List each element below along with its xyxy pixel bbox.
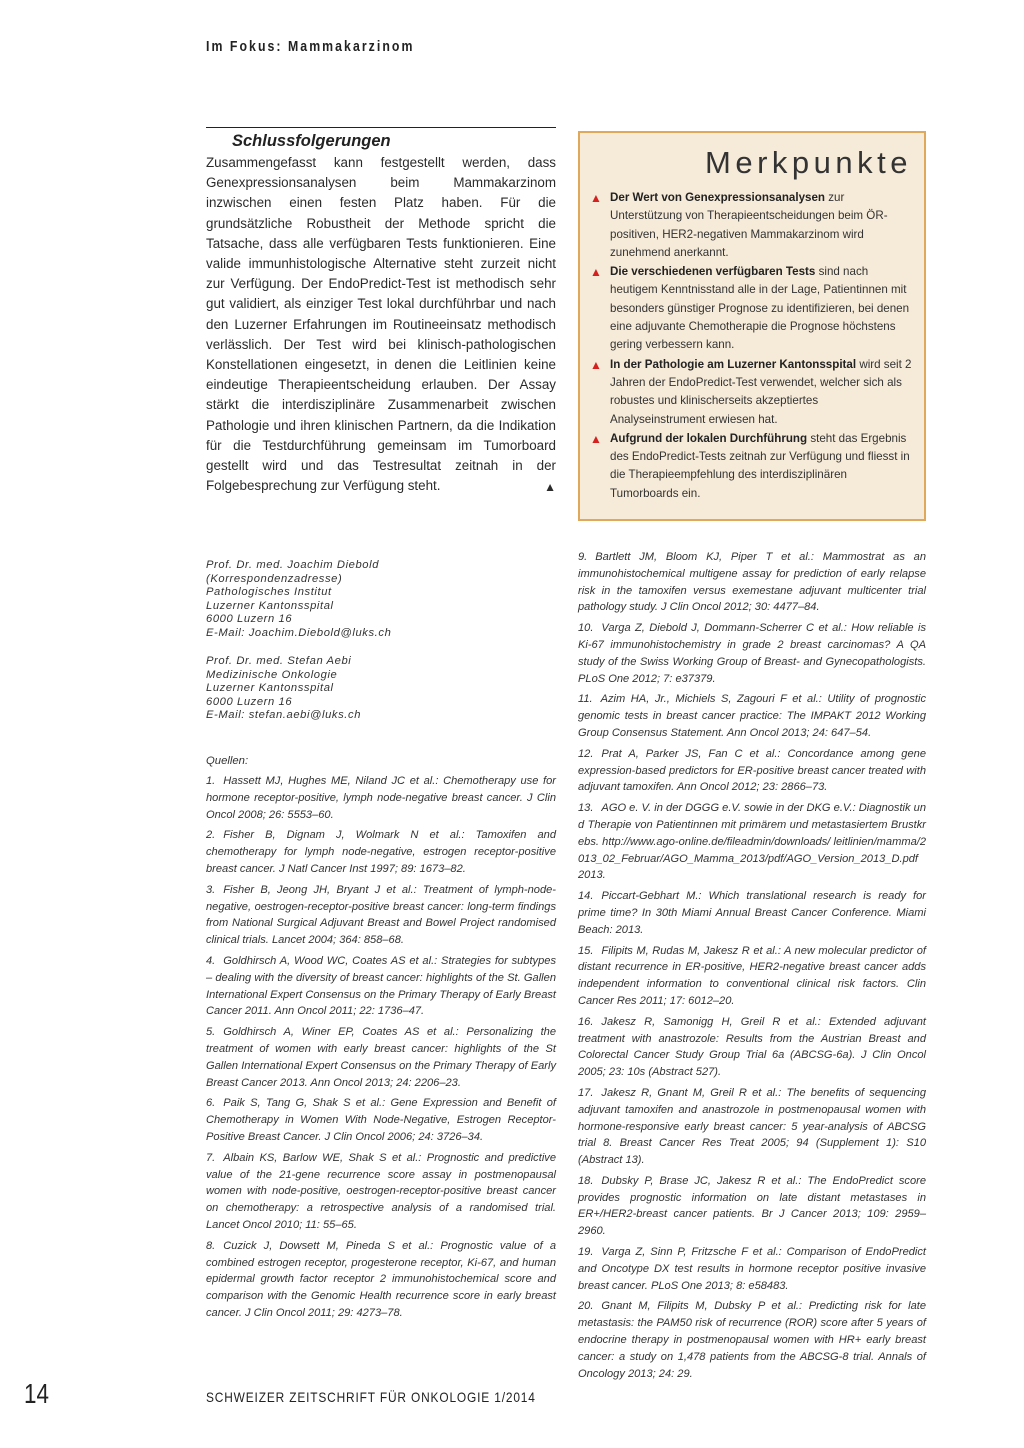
reference-text: Varga Z, Sinn P, Fritzsche F et al.: Comparison of EndoPredict and Oncotype DX test results in hormone receptor positive invasive breast cancer. PLoS One 2013; 8: e58483. [578, 1246, 926, 1292]
red-triangle-icon: ▲ [590, 431, 602, 446]
reference-text: Bartlett JM, Bloom KJ, Piper T et al.: Mammostrat as an immunohistochemical multigene assay for prediction of early relapse risk in the tamoxifen versus exemestane adjuvant multicenter trial pathology study. J Clin Oncol 2012; 30: 4477–84. [578, 551, 926, 614]
reference-number: 18. [578, 1174, 594, 1187]
reference-text: Varga Z, Diebold J, Dommann-Scherrer C et al.: How reliable is Ki-67 immunohistochemistry in grade 2 breast carcinomas? A QA study of the Swiss Working Group of Breast- and Gynecopathologists. PLoS One 2012; 7: e37379. [578, 622, 926, 685]
reference-number: 20. [578, 1300, 594, 1313]
reference-item [578, 691, 926, 741]
reference-number: 4. [206, 954, 216, 967]
red-triangle-icon: ▲ [590, 265, 602, 280]
reference-item [206, 882, 556, 949]
reference-number: 2. [206, 829, 216, 842]
reference-number: 13. [578, 802, 594, 815]
red-triangle-icon: ▲ [590, 357, 602, 372]
merkpunkte-item [590, 189, 915, 262]
sources-title: Quellen: [206, 755, 249, 767]
reference-number: 9. [578, 551, 588, 563]
merkpunkte-item-text: wird seit 2 Jahren der EndoPredict-Test verwendet, welcher sich als robustes und klinischerseits akzeptiertes Analyseinstrument erwiesen hat. [610, 357, 912, 426]
reference-number: 16. [578, 1015, 594, 1028]
author-line: 6000 Luzern 16 [206, 613, 293, 626]
reference-text: Fisher B, Jeong JH, Bryant J et al.: Treatment of lymph-node-negative, oestrogen-receptor-positive breast cancer: long-term findings from National Surgical Adjuvant Breast and Bowel Project randomised clinical trials. Lancet 2004; 364: 858–68. [206, 883, 556, 947]
author-line: Luzerner Kantonsspital [206, 682, 334, 695]
reference-number: 7. [206, 1151, 216, 1164]
reference-number: 5. [206, 1026, 216, 1039]
merkpunkte-list [590, 189, 915, 504]
reference-item [578, 746, 926, 796]
page-number: 14 [24, 1378, 49, 1409]
reference-item [206, 1150, 556, 1234]
reference-text: Dubsky P, Brase JC, Jakesz R et al.: The EndoPredict score provides prognostic information on late distant metastases in ER+/HER2-breast cancer patients. Br J Cancer 2013; 109: 2959–2960. [578, 1174, 926, 1238]
merkpunkte-item [590, 263, 915, 354]
running-header: Im Fokus: Mammakarzinom [206, 38, 415, 55]
author-name: Prof. Dr. med. Joachim Diebold [206, 559, 380, 571]
reference-item [206, 1238, 556, 1322]
reference-text: Fisher B, Dignam J, Wolmark N et al.: Tamoxifen and chemotherapy for lymph node-negative, estrogen receptor-positive breast cancer. J Natl Cancer Inst 1997; 89: 1673–82. [206, 829, 556, 875]
reference-text: Piccart-Gebhart M.: Which translational research is ready for prime time? In 30th Miami Annual Breast Cancer Conference. Miami Beach: 2013. [578, 890, 926, 936]
author-block-2 [206, 655, 506, 723]
author-line: (Korrespondenzadresse) [206, 572, 343, 585]
section-title: Schlussfolgerungen [232, 132, 391, 150]
author-line: Pathologisches Institut [206, 586, 332, 599]
reference-number: 11. [578, 693, 593, 706]
author-email: E-Mail: Joachim.Diebold@luks.ch [206, 626, 392, 639]
reference-item [206, 953, 556, 1020]
reference-number: 6. [206, 1097, 216, 1110]
reference-number: 8. [206, 1239, 216, 1252]
reference-number: 15. [578, 944, 594, 957]
author-name: Prof. Dr. med. Stefan Aebi [206, 655, 352, 667]
reference-text: Goldhirsch A, Winer EP, Coates AS et al.: Personalizing the treatment of women with early breast cancer: highlights of the St Gallen International Expert Consensus on the Primary Therapy of Early Breast Cancer 2013. Ann Oncol 2013; 24: 2206–23. [206, 1026, 556, 1089]
reference-number: 1. [206, 775, 216, 787]
merkpunkte-item-text: zur Unterstützung von Therapieentscheidungen beim ÖR-positiven, HER2-negativen Mammakarzinom wird zunehmend anerkannt. [610, 191, 888, 259]
reference-item [578, 549, 926, 616]
merkpunkte-box [578, 131, 926, 521]
reference-item [578, 800, 926, 884]
section-rule [206, 127, 556, 128]
author-line: 6000 Luzern 16 [206, 695, 293, 708]
merkpunkte-item-lead: In der Pathologie am Luzerner Kantonsspital [610, 357, 857, 371]
reference-item [578, 1085, 926, 1169]
reference-item [578, 943, 926, 1010]
reference-item [578, 1014, 926, 1081]
author-line: Medizinische Onkologie [206, 668, 338, 681]
reference-item [578, 1173, 926, 1240]
reference-item [578, 1244, 926, 1294]
reference-text: Gnant M, Filipits M, Dubsky P et al.: Predicting risk for late metastasis: the PAM50 risk of recurrence (ROR) score after 5 years of endocrine therapy in postmenopausal women with HR+ early breast cancer: a study on 1,478 patients from the ABCSG-8 trial. Annals of Oncology 2013; 24: 29. [578, 1300, 926, 1380]
reference-text: AGO e. V. in der DGGG e.V. sowie in der DKG e.V.: Diagnostik und Therapie von Patientinnen mit primärem und metastasiertem Brustkrebs. http://www.ago-online.de/fileadmin/downloads/ leitlinien/mamma/2013_02_Februar/AGO_Mamma_2013/pdf/AGO_Version_2013_D.pdf 2013. [578, 802, 926, 882]
reference-number: 10. [578, 622, 594, 635]
conclusion-text: Zusammengefasst kann festgestellt werden, dass Genexpressionsanalysen beim Mammakarzinom inzwischen einen festen Platz haben. Für die grundsätzliche Robustheit der Methode spricht die Tatsache, dass alle verfügbaren Tests funktionieren. Eine valide immunhistologische Alternative steht zurzeit nicht zur Verfügung. Der EndoPredict-Test ist methodisch sehr gut validiert, als einziger Test lokal durchführbar und nach den Luzerner Erfahrungen im Routineeinsatz methodisch verlässlich. Der Test wird bei klinisch-pathologischen Konstellationen eingesetzt, in denen die Leitlinien keine eindeutige Therapieentscheidung erlauben. Der Assay stärkt die interdisziplinäre Zusammenarbeit zwischen Pathologie und ihren klinischen Partnern, da die Indikation für die Testdurchführung gemeinsam im Tumorboard gestellt wird und das Testresultat zeitnah in der Folgebesprechung zur Verfügung steht. [206, 155, 556, 494]
merkpunkte-item [590, 356, 915, 429]
references-right [578, 549, 926, 1386]
merkpunkte-item-text: sind nach heutigem Kenntnisstand alle in der Lage, Patientinnen mit besonders günstiger Prognose zu identifizieren, bei denen eine adjuvante Chemotherapie die Prognose höchstens gering verbessern kann. [610, 265, 910, 352]
reference-text: Azim HA, Jr., Michiels S, Zagouri F et al.: Utility of prognostic genomic tests in breast cancer practice: The IMPAKT 2012 Working Group Consensus Statement. Ann Oncol 2013; 24: 647–54. [578, 693, 926, 739]
reference-text: Cuzick J, Dowsett M, Pineda S et al.: Prognostic value of a combined estrogen receptor, progesterone receptor, Ki-67, and human epidermal growth factor receptor 2 immunohistochemical score and comparison with the Genomic Health recurrence score in early breast cancer. J Clin Oncol 2011; 29: 4273–78. [206, 1239, 556, 1319]
merkpunkte-item-lead: Aufgrund der lokalen Durchführung [610, 431, 808, 445]
author-line: Luzerner Kantonsspital [206, 599, 334, 612]
merkpunkte-item-lead: Der Wert von Genexpressionsanalysen [610, 191, 825, 204]
reference-text: Goldhirsch A, Wood WC, Coates AS et al.: Strategies for subtypes – dealing with the diversity of breast cancer: highlights of the St. Gallen International Expert Consensus on the Primary Therapy of Early Breast Cancer 2011. Ann Oncol 2011; 22: 1736–47. [206, 954, 556, 1018]
author-block-1 [206, 559, 506, 641]
reference-text: Paik S, Tang G, Shak S et al.: Gene Expression and Benefit of Chemotherapy in Women With Node-Negative, Estrogen Receptor-Positive Breast Cancer. J Clin Oncol 2006; 24: 3726–34. [206, 1097, 556, 1143]
reference-item [206, 1024, 556, 1091]
reference-number: 19. [578, 1246, 594, 1259]
journal-footer: SCHWEIZER ZEITSCHRIFT FÜR ONKOLOGIE 1/2014 [206, 1389, 536, 1405]
reference-number: 12. [578, 747, 594, 760]
end-marker-icon: ▲ [544, 480, 556, 495]
reference-text: Jakesz R, Samonigg H, Greil R et al.: Extended adjuvant treatment with anastrozole: Results from the Austrian Breast and Colorectal Cancer Study Group Trial 6a (ABCSG-6a). J Clin Oncol 2005; 23: 10s (Abstract 527). [578, 1015, 926, 1079]
reference-text: Albain KS, Barlow WE, Shak S et al.: Prognostic and predictive value of the 21-gene recurrence score assay in postmenopausal women with node-positive, oestrogen-receptor-positive breast cancer on chemotherapy: a retrospective analysis of a randomised trial. Lancet Oncol 2010; 11: 55–65. [206, 1151, 556, 1231]
merkpunkte-title: Merkpunkte [705, 145, 912, 180]
reference-text: Hassett MJ, Hughes ME, Niland JC et al.: Chemotherapy use for hormone receptor-positive, lymph node-negative breast cancer. J Clin Oncol 2008; 26: 5553–60. [206, 775, 556, 821]
reference-item [578, 620, 926, 687]
red-triangle-icon: ▲ [590, 191, 602, 205]
merkpunkte-item [590, 430, 915, 503]
reference-text: Filipits M, Rudas M, Jakesz R et al.: A new molecular predictor of distant recurrence in ER-positive, HER2-negative breast cancer adds independent information to conventional clinical risk factors. Clin Cancer Res 2011; 17: 6012–20. [578, 944, 926, 1007]
references-left [206, 773, 556, 1326]
reference-number: 14. [578, 890, 594, 903]
reference-item [578, 1298, 926, 1382]
reference-number: 3. [206, 883, 216, 896]
reference-item [206, 773, 556, 823]
reference-item [206, 827, 556, 877]
author-email: E-Mail: stefan.aebi@luks.ch [206, 709, 362, 722]
merkpunkte-item-lead: Die verschiedenen verfügbaren Tests [610, 265, 816, 279]
reference-number: 17. [578, 1086, 594, 1099]
reference-item [578, 888, 926, 938]
conclusion-paragraph [206, 153, 556, 497]
reference-item [206, 1095, 556, 1145]
reference-text: Prat A, Parker JS, Fan C et al.: Concordance among gene expression-based predictors for ER-positive breast cancer treated with adjuvant tamoxifen. Ann Oncol 2012; 23: 2866–73. [578, 747, 926, 794]
merkpunkte-item-text: steht das Ergebnis des EndoPredict-Tests zeitnah zur Verfügung und fliesst in die Therapieempfehlung des interdisziplinären Tumorboards ein. [610, 431, 910, 500]
reference-text: Jakesz R, Gnant M, Greil R et al.: The benefits of sequencing adjuvant tamoxifen and anastrozole in postmenopausal women with hormone-responsive early breast cancer: 5 year-analysis of ABCSG trial 8. Breast Cancer Res Treat 2005; 94 (Supplement 1): S10 (Abstract 13). [578, 1086, 926, 1167]
